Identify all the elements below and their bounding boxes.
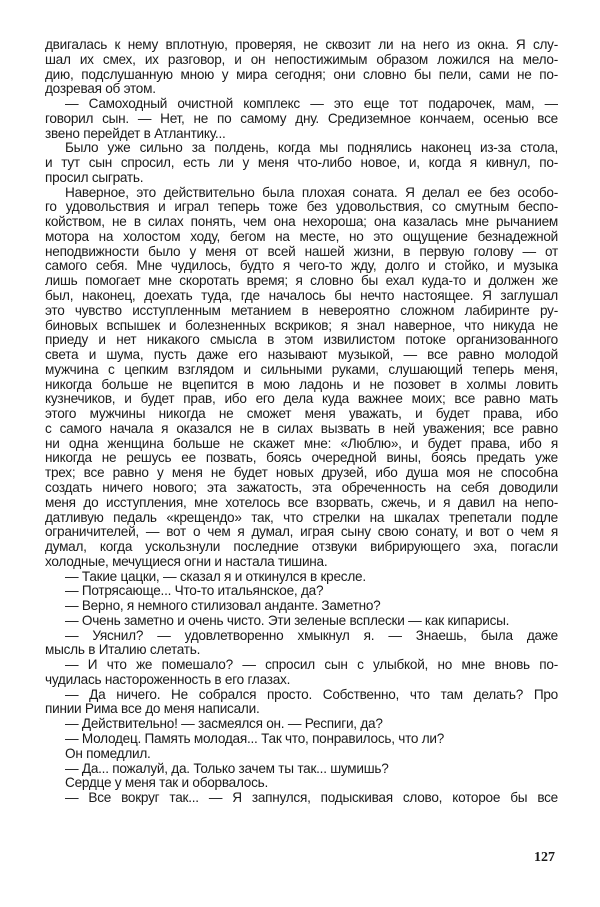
text-line: датливую педаль «крещендо» так, что стрелки на шкалах трепетали подле <box>45 510 558 525</box>
text-line: биновых вспышек и болезненных вскриков; я знал наверное, что никуда не <box>45 318 558 333</box>
text-line: Было уже сильно за полдень, когда мы поднялись наконец из-за стола, <box>65 141 558 156</box>
text-line: просил сыграть. <box>45 169 144 185</box>
text-line: ни одна женщина больше не скажет мне: «Люблю», и будет права, ибо я <box>45 436 558 451</box>
text-line: — И что же помешало? — спросил сын с улыбкой, но мне вновь по- <box>65 658 558 673</box>
text-line: го удовольствия и играл теперь тоже без удовольствия, со смутным беспо- <box>45 200 558 215</box>
text-line: — Молодец. Память молодая... Так что, понравилось, что ли? <box>65 730 445 746</box>
text-line: холодные, мечущиеся огни и настала тишина. <box>45 553 328 569</box>
text-line: — Да... пожалуй, да. Только зачем ты так... шумишь? <box>65 760 389 776</box>
text-line: никогда больше не вцепится в мою ладонь и не позовет в холмы ловить <box>45 377 558 392</box>
text-line: дию, подслушанную мною у мира сегодня; они словно бы пели, сами не по- <box>45 67 558 82</box>
text-line: лишь помогает мне скоротать время; я словно бы ехал куда-то и должен же <box>45 274 558 289</box>
text-line: — Все вокруг так... — Я запнулся, подыскивая слово, которое бы все <box>65 791 558 806</box>
text-line: самого себя. Мне чудилось, будто я чего-то жду, долго и стойко, и музыка <box>45 259 558 274</box>
text-line: это чувство исступленным метанием в невероятно сложном лабиринте ру- <box>45 303 558 318</box>
text-line: света и шума, пусть даже его называют музыкой, — все равно молодой <box>45 348 558 363</box>
text-line: — Очень заметно и очень чисто. Эти зеленые всплески — как кипарисы. <box>65 612 510 628</box>
text-line: звено перейдет в Атлантику... <box>45 125 226 141</box>
book-page-text <box>45 38 558 806</box>
text-line: — Да ничего. Не собрался просто. Собственно, что там делать? Про <box>65 687 558 702</box>
text-line: ограничителей, — вот о чем я думал, играя сыну свою сонату, и вот о чем я <box>45 525 558 540</box>
text-line: этого мужчины никогда не сможет меня уважать, и будет права, ибо <box>45 407 558 422</box>
text-line: дозревая об этом. <box>45 81 156 97</box>
text-line: создать ничего нового; эта зажатость, эта обреченность на себя доводили <box>45 480 558 495</box>
text-line: с самого начала я оказался не в силах вызвать в ней уважения; все равно <box>45 421 558 436</box>
text-line: приеду и нет никакого смысла в этом извилистом потоке организованного <box>45 333 558 348</box>
text-line: — Самоходный очистной комплекс — это еще тот подарочек, мам, — <box>65 97 558 112</box>
text-line: койством, не в силах понять, чем она нехороша; она казалась мне рычанием <box>45 215 558 230</box>
text-line: — Уяснил? — удовлетворенно хмыкнул я. — Знаешь, была даже <box>65 628 558 643</box>
text-line: мысль в Италию слетать. <box>45 642 201 658</box>
text-line: — Потрясающе... Что-то итальянское, да? <box>65 583 324 599</box>
text-line: — Действительно! — засмеялся он. — Респиги, да? <box>65 716 383 732</box>
text-line: был, наконец, доехать туда, где началось бы нечто настоящее. Я заглушал <box>45 289 558 304</box>
text-line: мужчина с цепким взглядом и сильными руками, слушающий теперь меня, <box>45 362 558 377</box>
text-line: никогда не решусь ее позвать, боясь очередной вины, боясь предать уже <box>45 451 558 466</box>
text-line: кузнечиков, и будет прав, ибо его дела куда важнее моих; все равно мать <box>45 392 558 407</box>
text-line: меня до исступления, мне хотелось все взорвать, сжечь, и я давил на непо- <box>45 495 558 510</box>
text-line: двигалась к нему вплотную, проверяя, не сквозит ли на него из окна. Я слу- <box>45 38 558 52</box>
text-line: чудилась настороженность в его глазах. <box>45 671 291 687</box>
text-line: мотора на холостом ходу, бегом на месте, но это ощущение безнадежной <box>45 229 558 244</box>
text-line: пинии Рима все до меня написали. <box>45 701 260 717</box>
text-line: шал их смех, их разговор, и он непостижимым образом ложился на мело- <box>45 52 558 67</box>
page-number: 127 <box>534 850 555 865</box>
text-line: неподвижности было у меня от всей нашей жизни, в первую голову — от <box>45 244 558 259</box>
text-line: Наверное, это действительно была плохая соната. Я делал ее без особо- <box>65 185 558 200</box>
text-line: говорил сын. — Нет, не по самому дну. Средиземное кончаем, осенью все <box>45 111 558 126</box>
text-line: Он помедлил. <box>65 745 151 761</box>
text-line: — Верно, я немного стилизовал анданте. Заметно? <box>65 598 381 614</box>
text-line: — Такие цацки, — сказал я и откинулся в кресле. <box>65 568 366 584</box>
text-line: Сердце у меня так и оборвалось. <box>65 775 269 791</box>
text-line: трех; все равно у меня не будет новых друзей, ибо душа моя не способна <box>45 466 558 481</box>
text-line: думал, когда ускользнули последние отзвуки вибрирующего эха, погасли <box>45 540 558 555</box>
text-line: и тут сын спросил, есть ли у меня что-либо новое, и, когда я кивнул, по- <box>45 156 558 171</box>
